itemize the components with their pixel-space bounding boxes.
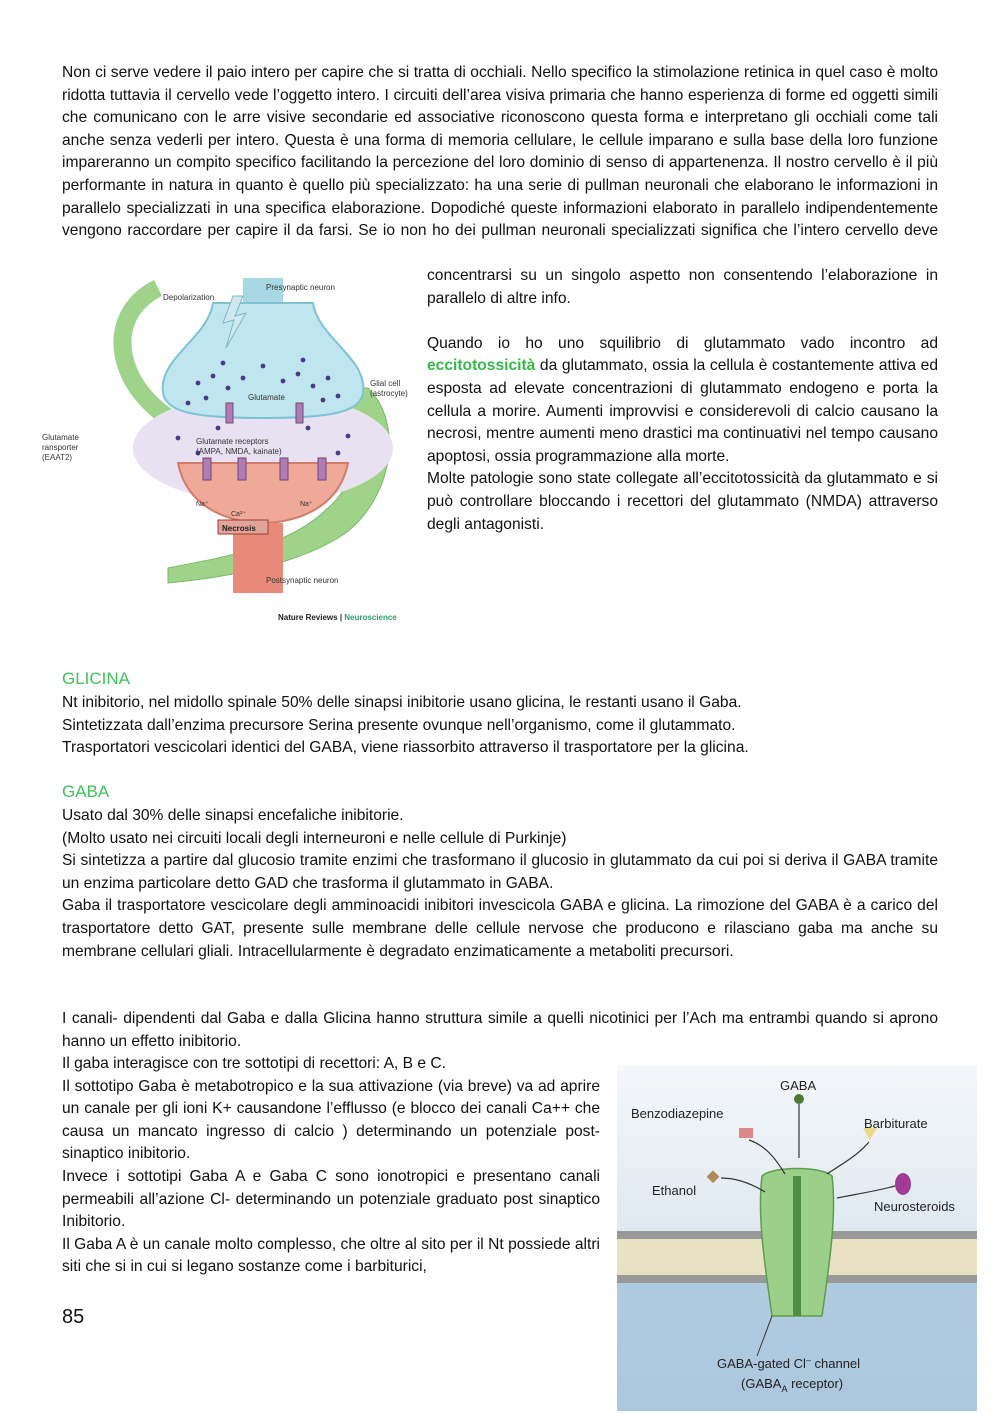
gaba-line: (Molto usato nei circuiti locali degli interneuroni e nelle cellule di Purkinje) — [62, 829, 567, 847]
presynaptic-label: Presynaptic neuron — [266, 283, 335, 292]
benzodiazepine-label: Benzodiazepine — [631, 1106, 724, 1121]
neurosteroids-label: Neurosteroids — [874, 1199, 955, 1214]
ca-label: Ca²⁺ — [231, 511, 246, 518]
gaba-molecule — [794, 1094, 804, 1104]
glial-label: Glial cell — [370, 379, 401, 388]
glutamate-synapse-figure — [38, 278, 418, 628]
glicina-line: Trasportatori vescicolari identici del GABA, viene riassorbito attraverso il trasportatore per la glicina. — [62, 739, 749, 757]
gaba-label: GABA — [780, 1078, 817, 1093]
necrosis-label: Necrosis — [222, 524, 256, 533]
na-label-2: Na⁺ — [300, 501, 313, 508]
right-column-text — [427, 265, 938, 536]
na-label-1: Na⁺ — [196, 501, 209, 508]
channel-pore — [793, 1176, 801, 1316]
barbiturate-label: Barbiturate — [864, 1116, 928, 1131]
channel-label-2: ($GABA_A$ receptor) — [741, 1376, 844, 1394]
canali-intro-text: I canali- dipendenti dal Gaba e dalla Glicina hanno struttura simile a quelli nicotinici per l’Ach ma entrambi quando si aprono hanno un effetto inibitorio. — [62, 1010, 938, 1050]
canali-line: Il gaba interagisce con tre sottotipi di recettori: A, B e C. — [62, 1055, 446, 1072]
canali-line: Il sottotipo Gaba è metabotropico e la sua attivazione (via breve) va ad aprire un canale per gli ioni K+ causandone l’efflusso (e blocco dei canali Ca++ che causa un mancato ingresso di calcio ) determinando un potenziale post- sinaptico inibitorio. — [62, 1077, 600, 1163]
gaba-section — [62, 805, 938, 963]
excitotoxicity-paragraph: Quando io ho uno squilibrio di glutammato vado incontro ad eccitotossicità da glutammato, ossia la cellula è costantemente attiva ed esposta ad elevate concentrazioni di glutammato endogeno e porta la cellula a morire. Aumenti improvvisi e considerevoli di calcio causano la necrosi, mentre aumenti meno drastici ma continuativi nel tempo causano apoptosi, ossia programmazione alla morte. — [427, 334, 938, 465]
benzo-molecule — [739, 1128, 753, 1138]
depolarization-label: Depolarization — [163, 293, 215, 302]
excitotoxicity-term: eccitotossicità — [427, 357, 536, 375]
figure-credit: Nature Reviews | Neuroscience — [278, 613, 397, 622]
neurosteroid-molecule — [895, 1173, 911, 1195]
glicina-line: Nt inibitorio, nel midollo spinale 50% delle sinapsi inibitorie usano glicina, le restanti usano il Gaba. — [62, 694, 742, 711]
glutamate-label: Glutamate — [248, 393, 285, 402]
channel-label-1: GABA-gated Cl– channel — [717, 1355, 861, 1371]
intro-paragraph — [62, 62, 938, 243]
gaba-heading: GABA — [62, 782, 110, 801]
intro-continuation: concentrarsi su un singolo aspetto non consentendo l’elaborazione in parallelo di altre info. — [427, 267, 938, 307]
gaba-line: Gaba il trasportatore vescicolare degli amminoacidi inibitori invescicola GABA e glicina. La rimozione del GABA è a carico del trasportatore detto GAT, presente sulle membrane delle cellule nervose che producono e rilasciano gaba ma anche su membrane cellulari gliali. Intracellularmente è degradato enzimaticamente a metaboliti precursori. — [62, 897, 938, 960]
glicina-line: Sintetizzata dall’enzima precursore Serina presente ovunque nell’organismo, come il glutammato. — [62, 716, 736, 734]
canali-line: Il Gaba A è un canale molto complesso, che oltre al sito per il Nt possiede altri siti che si in cui si legano sostanze come i barbiturici, — [62, 1235, 600, 1276]
transporter-label-3: (EAAT2) — [42, 453, 73, 462]
ethanol-label: Ethanol — [652, 1183, 697, 1198]
glial-label-2: (astrocyte) — [370, 389, 408, 398]
transporter-label-1: Glutamate — [42, 433, 79, 442]
canali-column — [62, 1053, 600, 1279]
receptors-label-2: (AMPA, NMDA, kainate) — [196, 447, 282, 456]
receptors-label-1: Glutamate receptors — [196, 437, 269, 446]
page-number: 85 — [62, 1306, 85, 1328]
intro-text: Non ci serve vedere il paio intero per capire che si tratta di occhiali. Nello specifico la stimolazione retinica in quel caso è molto ridotta tuttavia il cervello vede l’oggetto intero. I circuiti dell’area visiva primaria che hanno esperienza di forme ed oggetti simili che comunicano con le arre visive secondarie ed associative riconoscono questa forma e interpretano gli occhiali come tali anche senza vederli per intero. Questa è una forma di memoria cellulare, le cellule imparano e sulla base della loro funzione impareranno un compito specifico facilitando la percezione del loro dominio di senso di appartenenza. Il nostro cervello è il più performante in natura in quanto è quello più specializzato: ha una serie di pullman neuronali che elaborano le informazioni in parallelo specializzati in una specifica elaborazione. Dopodiché queste informazioni elaborato in parallelo indipendentemente vengono raccordare per capire il da farsi. Se io non ho dei pullman neuronali specializzati significa che l’intero cervello deve — [62, 64, 938, 240]
gaba-receptor-figure — [617, 1066, 977, 1411]
gaba-line: Usato dal 30% delle sinapsi encefaliche inibitorie. — [62, 807, 404, 824]
canali-line: Invece i sottotipi Gaba A e Gaba C sono ionotropici e presentano canali permeabili all’azione Cl- determinando un potenziale graduato post sinaptico Inibitorio. — [62, 1167, 600, 1231]
canali-intro — [62, 1008, 938, 1053]
pathology-paragraph: Molte patologie sono state collegate all’eccitotossicità da glutammato e si può controllare bloccando i recettori del glutammato (NMDA) attraverso degli antagonisti. — [427, 470, 938, 533]
postsynaptic-label: Postsynaptic neuron — [266, 576, 339, 585]
gaba-line: Si sintetizza a partire dal glucosio tramite enzimi che trasformano il glucosio in glutammato da cui poi si deriva il GABA tramite un enzima particolare detto GAD che trasforma il glutammato in GABA. — [62, 852, 938, 892]
glicina-heading: GLICINA — [62, 669, 131, 688]
transporter-label-2: ransporter — [42, 443, 79, 452]
glicina-section — [62, 692, 938, 760]
